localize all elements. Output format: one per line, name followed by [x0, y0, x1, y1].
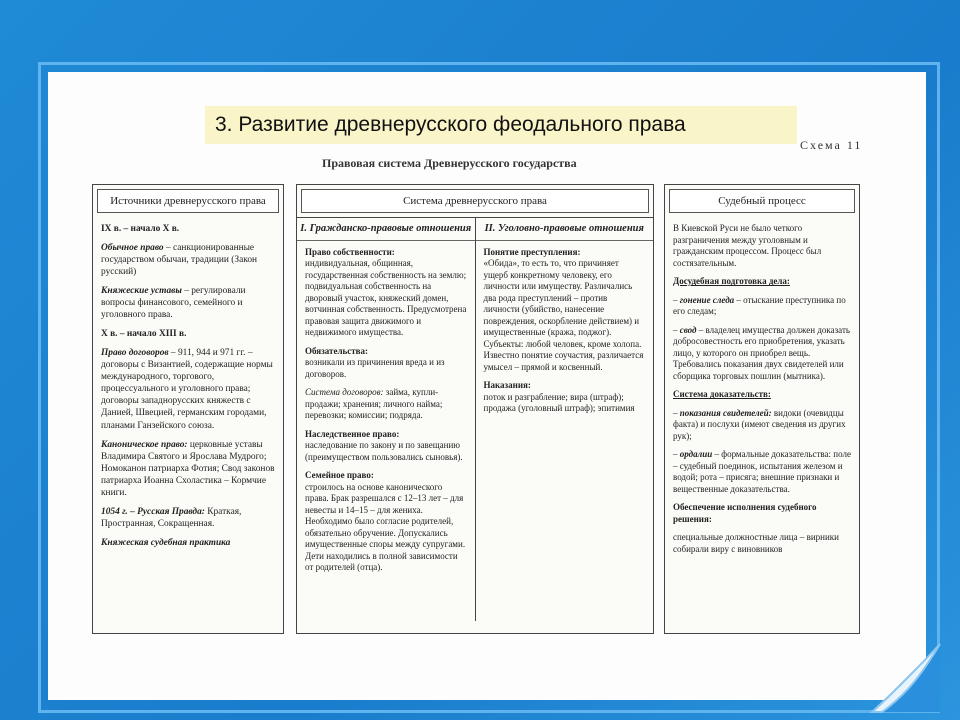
civil-h4: Наследственное право:	[305, 428, 400, 439]
period-1: IX в. – начало X в.	[101, 224, 180, 235]
court-h3: Обеспечение исполнения судебного решения:	[673, 502, 817, 524]
civil-h2: Обязательства:	[305, 345, 369, 356]
slide-title: 3. Развитие древнерусского феодального права	[205, 106, 797, 144]
civil-h5: Семейное право:	[305, 470, 374, 481]
source-treaty-law: Право договоров – 911, 944 и 971 гг. – договоры с Византией, содержащие нормы международного, торгового, процессуального и уголовного права; договоры западнорусских княжеств с Данией, Швецией, германским городами, планами Ганзейского союза.	[101, 348, 273, 431]
civil-h3: Система договоров:	[305, 387, 384, 398]
period-2: X в. – начало XIII в.	[101, 329, 187, 340]
civil-t5: строилось на основе канонического права. Брак разрешался с 12–13 лет – для невесты и 14–15 – для жениха. Необходимо было согласие родителей, обязательно обручение. Допускались имущественные споры между супругами. Дети находились в полной зависимости от родителей (отца).	[305, 481, 466, 573]
criminal-t2: поток и разграбление; вира (штраф); продажа (уголовный штраф); эпитимия	[483, 391, 635, 414]
source-judicial-practice: Княжеская судебная практика	[101, 537, 231, 548]
civil-t4: наследование по закону и по завещанию (преимуществом пользовались сыновья).	[305, 440, 463, 462]
court-item-witnesses: – показания свидетелей: видоки (очевидцы факта) и послухи (имеют сведения из других рук);	[673, 407, 846, 441]
civil-t1: индивидуальная, общинная, государственная собственность на землю; подвидуальная собственность на дворовый участок, княжеский домен, вотчинная собственность. Предусмотрена правовая защита движимого и недвижимого имущества.	[305, 258, 467, 338]
civil-t3: займа, купли-продажи; хранения; личного найма; перевозки; комиссии; подряда.	[305, 387, 443, 421]
court-header: Судебный процесс	[669, 189, 855, 213]
civil-t2: возникали из причинения вреда и из договоров.	[305, 357, 445, 379]
court-intro: В Киевской Руси не было четкого разграничения между уголовным и гражданским процессом. Процесс был состязательным.	[673, 223, 822, 268]
sources-column	[92, 184, 284, 634]
court-item-trace: – гонение следа – отыскание преступника по его следам;	[673, 294, 846, 317]
system-column	[296, 184, 654, 634]
civil-h1: Право собственности:	[305, 246, 395, 257]
system-header: Система древнерусского права	[301, 189, 649, 213]
court-item-ordeals: – ордалии – формальные доказательства: поле – судебный поединок, испытания железом и водой; рота – присяга; внешние признаки и вещественные доказательства.	[673, 449, 851, 494]
scheme-label: Схема 11	[800, 138, 863, 152]
criminal-t1: «Обида», то есть то, что причиняет ущерб конкретному человеку, его личности или имуществу. Различались два рода преступлений – против личности (убийство, нанесение повреждения, оскорбление действием) и имущественные (кража, поджог). Субъекты: любой человек, кроме холопа. Известно понятие соучастия, различается умысел – прямой и косвенный.	[483, 258, 644, 372]
diagram-subtitle: Правовая система Древнерусского государства	[322, 156, 577, 170]
source-princely-statutes: Княжеские уставы – регулировали вопросы финансового, семейного и уголовного права.	[101, 286, 246, 321]
court-h1: Досудебная подготовка дела:	[673, 276, 790, 287]
source-canon-law: Каноническое право: церковные уставы Владимира Святого и Ярослава Мудрого; Номоканон патриарха Фотия; Свод законов патриарха Иоанна Схоластика – Кормчие книги.	[101, 439, 275, 498]
civil-title: I. Гражданско-правовые отношения	[297, 218, 475, 240]
criminal-h2: Наказания:	[483, 380, 531, 391]
court-h2: Система доказательств:	[673, 389, 771, 400]
sources-header: Источники древнерусского права	[97, 189, 279, 213]
civil-subcolumn	[297, 217, 476, 621]
court-t3: специальные должностные лица – вирники собирали виру с виновников	[673, 532, 839, 554]
source-customary-law: Обычное право – санкционированные государством обычаи, традиции (Закон русский)	[101, 243, 258, 278]
criminal-title: II. Уголовно-правовые отношения	[476, 218, 654, 240]
page-curl-icon	[862, 634, 942, 714]
criminal-h1: Понятие преступления:	[483, 246, 581, 257]
criminal-subcolumn	[476, 217, 654, 621]
source-russkaya-pravda: 1054 г. – Русская Правда: Краткая, Пространная, Сокращенная.	[101, 506, 242, 529]
court-column	[664, 184, 860, 634]
court-item-svod: – свод – владелец имущества должен доказать добросовестность его приобретения, указать лицо, у которого он приобрел вещь. Требовались показания двух свидетелей или сборщика торговых пошлин (мытника).	[673, 324, 850, 381]
